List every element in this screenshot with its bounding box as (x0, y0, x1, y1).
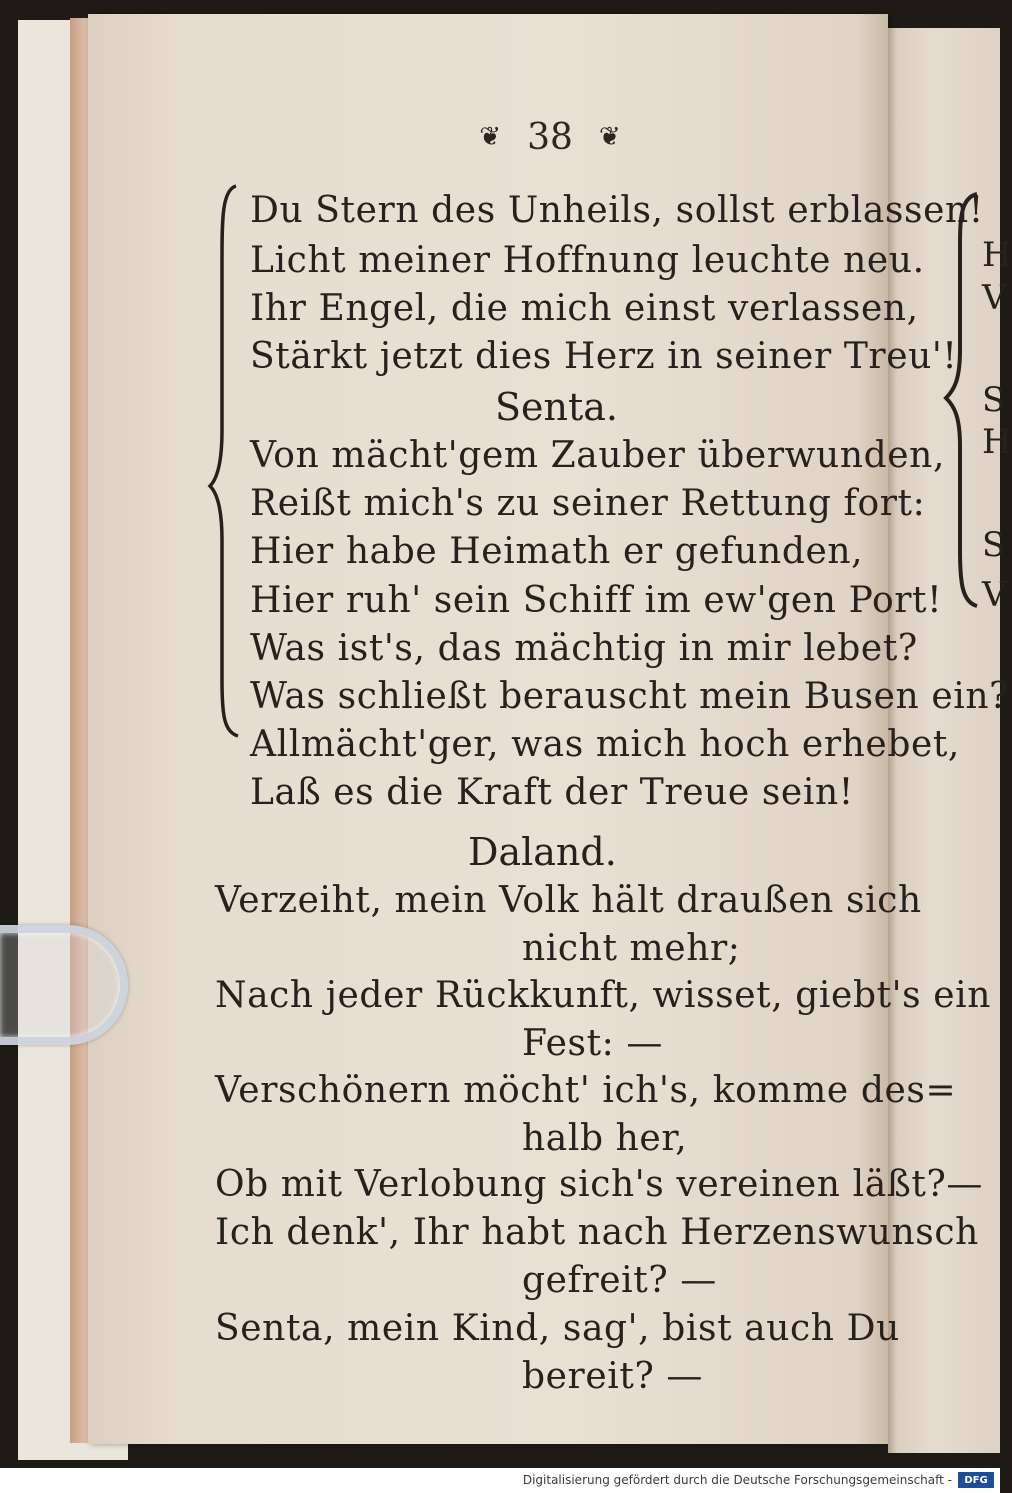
page-header (430, 112, 670, 162)
speaker-name: Senta. (495, 385, 618, 429)
facing-page-letter: V (982, 575, 1007, 615)
facing-page-brace (942, 190, 982, 610)
verse-line: Senta, mein Kind, sag', bist auch Du (215, 1308, 900, 1349)
speaker-name: Daland. (468, 830, 617, 874)
verse-line: Hier ruh' sein Schiff im ew'gen Port! (250, 580, 943, 621)
verse-line: Verschönern möcht' ich's, komme des= (215, 1070, 957, 1111)
left-ornament-icon: ❦ (479, 122, 502, 152)
glass-page-clip (0, 925, 128, 1045)
footer-credit: Digitalisierung gefördert durch die Deutsche Forschungsgemeinschaft - (522, 1473, 952, 1487)
verse-line: Nach jeder Rückkunft, wisset, giebt's ein (215, 975, 992, 1016)
page-number: 38 (527, 116, 573, 158)
verse-line: Ihr Engel, die mich einst verlassen, (250, 288, 919, 329)
footer-bar (0, 1468, 1000, 1493)
verse-line: Verzeiht, mein Volk hält draußen sich (215, 880, 922, 921)
facing-page-letter: H (982, 422, 1012, 462)
verse-line: Ich denk', Ihr habt nach Herzenswunsch (215, 1212, 979, 1253)
verse-line: Du Stern des Unheils, sollst erblassen! (250, 190, 984, 231)
verse-line: Was ist's, das mächtig in mir lebet? (250, 628, 918, 669)
verse-line: Allmächt'ger, was mich hoch erhebet, (250, 724, 960, 765)
verse-line: Hier habe Heimath er gefunden, (250, 531, 864, 572)
verse-line-continuation: nicht mehr; (522, 928, 741, 969)
verse-line: Von mächt'gem Zauber überwunden, (250, 435, 946, 476)
verse-line: Stärkt jetzt dies Herz in seiner Treu'! (250, 336, 958, 377)
verse-brace (206, 180, 246, 740)
facing-page-letter: S (982, 380, 1006, 420)
verse-line-continuation: Fest: — (522, 1023, 664, 1064)
verse-line: Ob mit Verlobung sich's vereinen läßt?— (215, 1164, 983, 1205)
verse-line-continuation: bereit? — (522, 1356, 703, 1397)
verse-line: Reißt mich's zu seiner Rettung fort: (250, 483, 926, 524)
verse-line: Licht meiner Hoffnung leuchte neu. (250, 240, 925, 281)
verse-line: Was schließt berauscht mein Busen ein? (250, 676, 1010, 717)
right-ornament-icon: ❦ (598, 122, 621, 152)
facing-page-letter: S (982, 525, 1006, 565)
dfg-logo-icon[interactable]: DFG (958, 1472, 994, 1488)
verse-line: Laß es die Kraft der Treue sein! (250, 772, 854, 813)
facing-page-letter: H (982, 235, 1012, 275)
verse-line-continuation: halb her, (522, 1118, 688, 1159)
facing-page-letter: V (982, 278, 1007, 318)
verse-line-continuation: gefreit? — (522, 1260, 717, 1301)
